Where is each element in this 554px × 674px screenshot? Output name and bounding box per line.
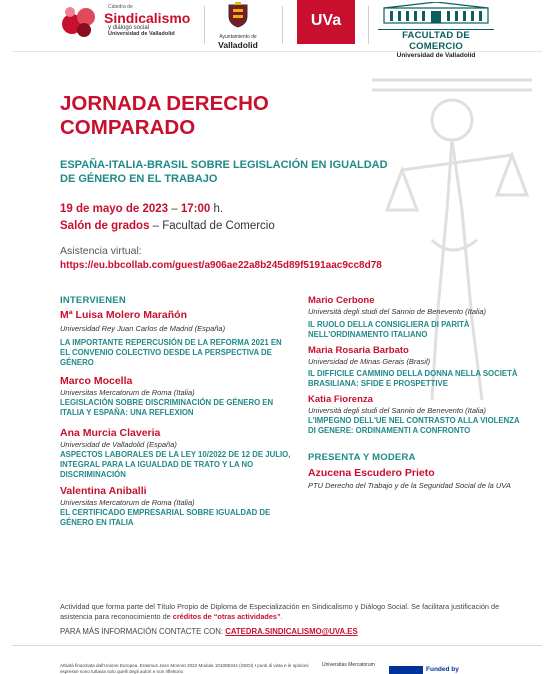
divider (368, 6, 369, 44)
credits-note (60, 602, 520, 621)
credits-note-text: Actividad que forma parte del Título Propio de Diploma de Especialización en Sindicalismo y Diálogo Social. Se facilitara justificación de asistencia para reconocimiento de (60, 602, 500, 621)
erasmus-disclaimer: Attività finanziata dall'Unione Europea. Erasmus Jean Monnet 2022 Module 101085344 (GEDI) I punti di vista e le opinioni espresse sono tuttavia solo quelli degli autori e non riflettono (60, 663, 309, 674)
date-dash: – (168, 203, 181, 215)
speaker-name: Katia Fiorenza (308, 394, 373, 405)
event-date: 19 de mayo de 2023 (60, 203, 169, 215)
speaker-name: Ana Murcia Claveria (60, 427, 161, 439)
contact-label: PARA MÁS INFORMACIÓN CONTACTE CON: (60, 627, 226, 636)
logo-header (12, 0, 542, 59)
event-date-line (60, 203, 223, 215)
speaker-institution: Università degli studi del Sannio de Benevento (Italia) (308, 307, 487, 316)
speaker-institution: Università degli studi del Sannio de Benevento (Italia) (308, 406, 487, 415)
speaker-institution: Universitas Mercatorum de Roma (Italia) (60, 498, 195, 507)
divider (282, 6, 283, 44)
uva-logo: UVa (297, 0, 355, 44)
speaker-topic: LEGISLACIÓN SOBRE DISCRIMINACIÓN DE GÉNERO EN ITALIA Y ESPAÑA: UNA REFLEXION (60, 398, 274, 417)
speaker-name: Valentina Aniballi (60, 485, 147, 497)
catedra-line2: Sindicalismo (104, 10, 191, 26)
event-title: JORNADA DERECHO COMPARADO (60, 92, 269, 139)
moderator-name: Azucena Escudero Prieto (308, 467, 435, 479)
speaker-topic: IL RUOLO DELLA CONSIGLIERA DI PARITÀ NELL'ORDINAMENTO ITALIANO (308, 320, 470, 339)
moderator-institution: PTU Derecho del Trabajo y de la Seguridad Social de la UVA (308, 481, 511, 490)
event-place-line (60, 220, 275, 232)
speaker-topic: ASPECTOS LABORALES DE LA LEY 10/2022 DE 12 DE JULIO, INTEGRAL PARA LA IGUALDAD DE TRATO Y LA NO DISCRIMINACIÓN (60, 450, 291, 479)
facultad-logo (378, 2, 494, 59)
moderator-heading: PRESENTA Y MODERA (308, 452, 416, 463)
speaker-topic: IL DIFFICILE CAMMINO DELLA DONNA NELLA SOCIETÀ BRASILIANA: SFIDE E PROSPETTIVE (308, 369, 518, 388)
speaker-institution: Universitas Mercatorum de Roma (Italia) (60, 388, 195, 397)
speaker-topic: EL CERTIFICADO EMPRESARIAL SOBRE IGUALDAD DE GÉNERO EN ITALIA (60, 508, 271, 527)
contact-email-link[interactable]: CATEDRA.SINDICALISMO@UVA.ES (225, 627, 358, 636)
speaker-institution: Universidad de Minas Gerais (Brasil) (308, 357, 431, 366)
funding-footer (12, 645, 542, 674)
speaker-institution: Universidad de Valladolid (España) (60, 440, 177, 449)
contact-line (60, 627, 358, 636)
speaker-topic: L'IMPEGNO DELL'UE NEL CONTRASTO ALLA VIOLENZA DI GENERE: ORDINAMENTI A CONFRONTO (308, 416, 520, 435)
building-icon (378, 2, 494, 24)
funded-by-label: Funded by (426, 666, 459, 673)
speakers-right-column (308, 295, 528, 491)
ayto-line1: Ayuntamiento de (219, 34, 257, 40)
speaker-name: Maria Rosaria Barbato (308, 345, 409, 356)
credits-note-bold: créditos de “otras actividades” (172, 611, 281, 621)
eu-flag-icon (389, 666, 423, 674)
time-suffix: h. (210, 203, 224, 215)
speaker-name: Mª Luisa Molero Marañón (60, 309, 187, 321)
event-time: 17:00 (180, 203, 211, 215)
credits-note-end: . (280, 611, 283, 621)
divider (204, 6, 205, 44)
speaker-topic: LA IMPORTANTE REPERCUSIÓN DE LA REFORMA 2021 EN EL CONVENIO COLECTIVO DESDE LA PERSPECTIVA DE GÉNERO (60, 338, 282, 367)
event-place: Salón de grados (60, 220, 150, 232)
speakers-heading: INTERVIENEN (60, 295, 126, 306)
poster (12, 0, 542, 674)
catedra-line1: Cátedra de (108, 4, 133, 10)
event-place-rest: – Facultad de Comercio (149, 220, 275, 232)
virtual-attendance-link[interactable]: https://eu.bbcollab.com/guest/a906ae22a8b245d89f5191aac9cc8d78 (60, 260, 382, 271)
ayto-line2: Valladolid (218, 40, 258, 50)
catedra-line4: Universidad de Valladolid (108, 31, 175, 37)
facultad-line2: Universidad de Valladolid (396, 52, 476, 59)
event-subtitle: ESPAÑA-ITALIA-BRASIL SOBRE LEGISLACIÓN EN IGUALDAD DE GÉNERO EN EL TRABAJO (60, 159, 388, 185)
ayuntamiento-logo (212, 2, 264, 48)
shield-icon (227, 2, 249, 28)
speaker-institution: Universidad Rey Juan Carlos de Madrid (España) (60, 324, 226, 333)
catedra-logo (60, 2, 200, 42)
catedra-circles-icon (60, 4, 100, 38)
virtual-attendance-label: Asistencia virtual: (60, 245, 142, 257)
speaker-name: Mario Cerbone (308, 295, 375, 306)
speaker-name: Marco Mocella (60, 375, 133, 387)
speakers-left-column (60, 295, 292, 528)
catedra-line3: y diálogo social (108, 25, 150, 31)
mercatorum-logo: Universitas Mercatorum (322, 662, 375, 668)
facultad-line1: FACULTAD DE COMERCIO (378, 29, 494, 52)
